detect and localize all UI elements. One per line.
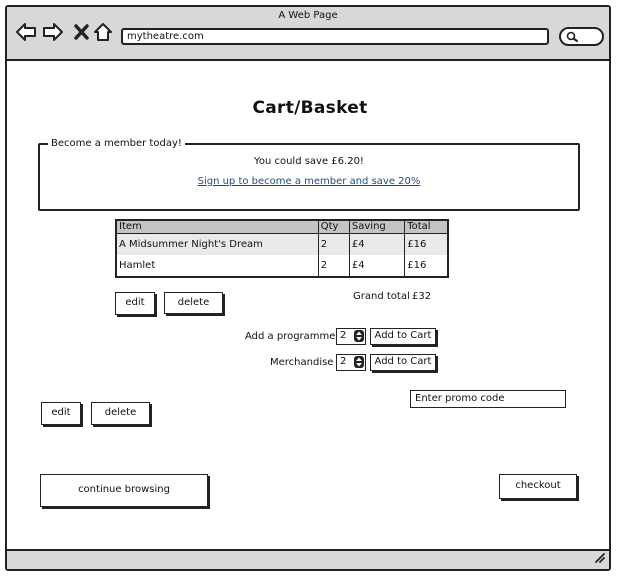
grand-total-value: £32: [412, 291, 432, 302]
programme-add-to-cart-button[interactable]: Add to Cart: [370, 328, 436, 345]
merchandise-add-to-cart-button[interactable]: Add to Cart: [370, 354, 436, 371]
lower-edit-button[interactable]: edit: [41, 402, 81, 425]
cart-table: [115, 219, 449, 278]
page-title: Cart/Basket: [252, 98, 368, 118]
column-header-total: Total: [407, 221, 431, 233]
programme-quantity-stepper[interactable]: [336, 328, 366, 345]
cell-item: Hamlet: [116, 255, 318, 277]
cell-qty: 2: [318, 255, 349, 277]
column-header-saving: Saving: [349, 220, 404, 233]
url-bar[interactable]: mytheatre.com: [121, 28, 549, 45]
browser-statusbar: [7, 549, 609, 569]
search-box[interactable]: [559, 27, 604, 46]
cell-saving: £4: [349, 233, 404, 255]
column-header-qty: Qty: [318, 220, 349, 233]
membership-signup-link-label: Sign up to become a member and save 20%: [197, 176, 421, 187]
merchandise-quantity-stepper[interactable]: [336, 354, 366, 371]
stepper-arrows-icon[interactable]: [354, 330, 364, 342]
forward-arrow-icon[interactable]: [42, 21, 64, 43]
home-icon[interactable]: [92, 21, 114, 43]
cell-total: £16: [407, 260, 427, 271]
membership-legend: Become a member today!: [48, 138, 185, 149]
merchandise-label: Merchandise: [270, 357, 334, 368]
back-arrow-icon[interactable]: [15, 21, 37, 43]
programme-quantity-value: 2: [340, 330, 347, 341]
cart-delete-button[interactable]: delete: [164, 292, 223, 314]
membership-panel: [38, 138, 580, 211]
close-x-icon[interactable]: [71, 21, 93, 43]
lower-delete-button[interactable]: delete: [91, 402, 150, 425]
membership-signup-link[interactable]: [40, 176, 578, 187]
checkout-button[interactable]: checkout: [499, 474, 577, 499]
cell-item: A Midsummer Night's Dream: [116, 233, 318, 255]
window-title: A Web Page: [278, 10, 338, 21]
grand-total-label: Grand total: [353, 291, 410, 302]
cart-edit-button[interactable]: edit: [115, 292, 155, 315]
continue-browsing-button[interactable]: continue browsing: [40, 474, 208, 507]
promo-code-input[interactable]: Enter promo code: [410, 390, 566, 408]
add-programme-label: Add a programme: [245, 331, 336, 342]
column-header-item: Item: [116, 220, 318, 233]
cell-saving: £4: [349, 255, 404, 277]
cell-qty: 2: [318, 233, 349, 255]
search-icon: [566, 31, 580, 43]
table-row[interactable]: [116, 233, 448, 255]
table-row[interactable]: [116, 255, 448, 277]
merchandise-quantity-value: 2: [340, 356, 347, 367]
resize-grip-icon[interactable]: [593, 548, 605, 567]
browser-titlebar: [7, 7, 609, 61]
stepper-arrows-icon[interactable]: [354, 356, 364, 368]
browser-window: [5, 5, 611, 571]
cell-total: £16: [407, 238, 427, 250]
cart-table-header: [116, 220, 448, 233]
membership-saving-text: You could save £6.20!: [254, 156, 364, 167]
